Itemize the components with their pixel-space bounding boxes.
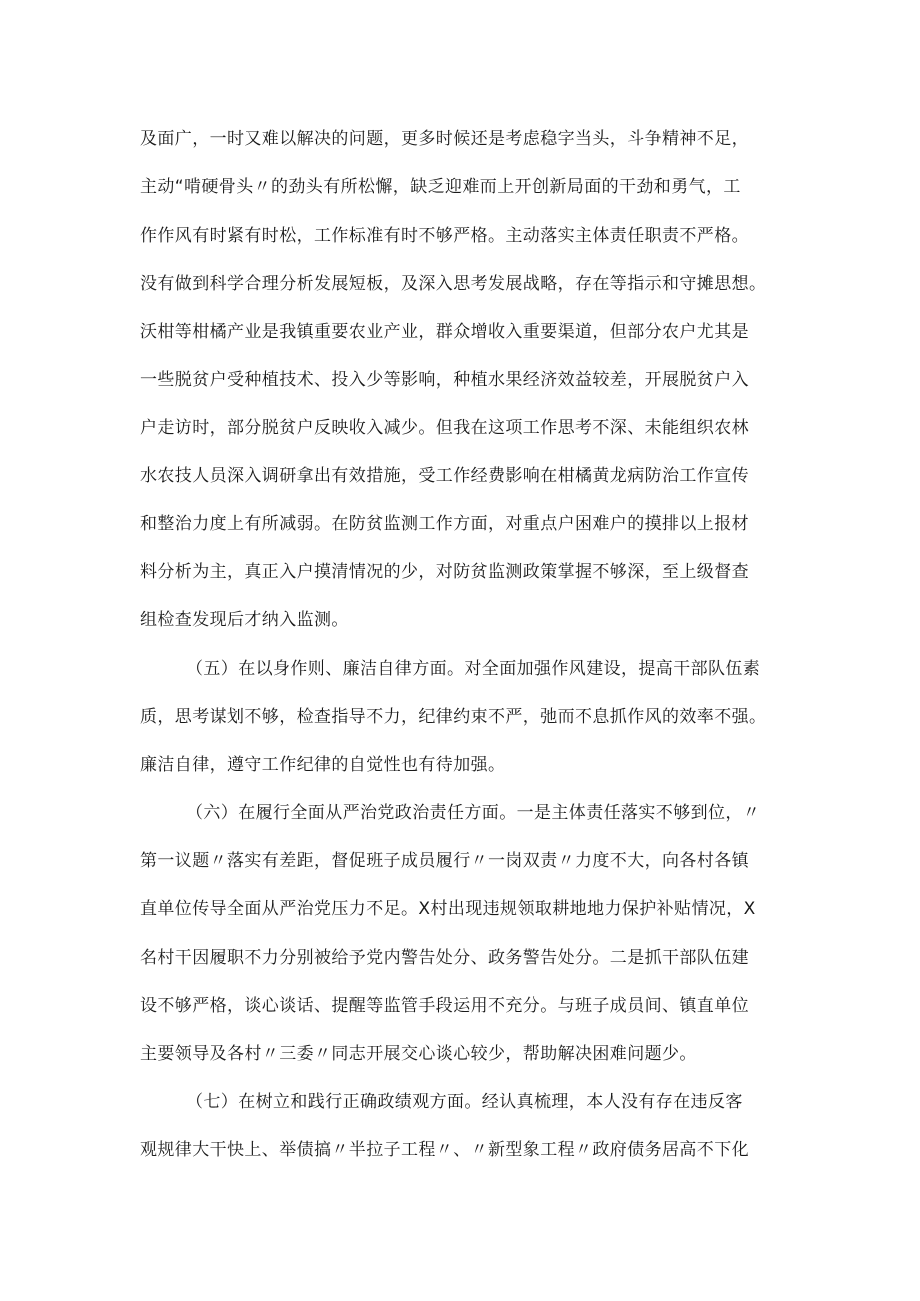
text-line: 户走访时，部分脱贫户反映收入减少。但我在这项工作思考不深、未能组织农林 <box>140 418 749 438</box>
text-line: 料分析为主，真正入户摸清情况的少，对防贫监测政策掌握不够深，至上级督查 <box>140 562 749 582</box>
text-line: 廉洁自律，遵守工作纪律的自觉性也有待加强。 <box>140 755 506 775</box>
text-line: 一些脱贫户受种植技术、投入少等影响，种植水果经济效益较差，开展脱贫户入 <box>140 370 749 390</box>
text-line: 第一议题〃落实有差距，督促班子成员履行〃一岗双责〃力度不大，向各村各镇 <box>140 851 749 871</box>
text-line: 设不够严格，谈心谈话、提醒等监管手段运用不充分。与班子成员间、镇直单位 <box>140 996 749 1016</box>
paragraph-heading-seven: （七）在树立和践行正确政绩观方面。经认真梳理，本人没有存在违反客 <box>186 1092 743 1112</box>
text-line: 水农技人员深入调研拿出有效措施，受工作经费影响在柑橘黄龙病防治工作宣传 <box>140 466 749 486</box>
paragraph-heading-six: （六）在履行全面从严治党政治责任方面。一是主体责任落实不够到位，〃 <box>186 803 761 823</box>
text-line: 主动“啃硬骨头〃的劲头有所松懈，缺乏迎难而上开创新局面的干劲和勇气，工 <box>140 177 741 197</box>
text-line: 和整治力度上有所减弱。在防贫监测工作方面，对重点户困难户的摸排以上报材 <box>140 514 749 534</box>
text-line: 组检查发现后才纳入监测。 <box>140 610 349 630</box>
text-line: 作作风有时紧有时松，工作标准有时不够严格。主动落实主体责任职责不严格。 <box>140 226 749 246</box>
text-line: 名村干因履职不力分别被给予党内警告处分、政务警告处分。二是抓干部队伍建 <box>140 948 749 968</box>
text-line: 主要领导及各村〃三委〃同志开展交心谈心较少，帮助解决困难问题少。 <box>140 1044 697 1064</box>
paragraph-heading-five: （五）在以身作则、廉洁自律方面。对全面加强作风建设，提高干部队伍素 <box>186 659 761 679</box>
text-line: 沃柑等柑橘产业是我镇重要农业产业，群众增收入重要渠道，但部分农户尤其是 <box>140 322 749 342</box>
text-line: 没有做到科学合理分析发展短板，及深入思考发展战略，存在等指示和守摊思想。 <box>140 274 767 294</box>
text-line: 直单位传导全面从严治党压力不足。X村出现违规领取耕地地力保护补贴情况，X <box>140 899 756 919</box>
text-line: 质，思考谋划不够，检查指导不力，纪律约束不严，弛而不息抓作风的效率不强。 <box>140 707 767 727</box>
text-line: 及面广，一时又难以解决的问题，更多时候还是考虑稳字当头，斗争精神不足， <box>140 129 749 149</box>
text-line: 观规律大干快上、举债搞〃半拉子工程〃、〃新型象工程〃政府债务居高不下化 <box>140 1140 749 1160</box>
